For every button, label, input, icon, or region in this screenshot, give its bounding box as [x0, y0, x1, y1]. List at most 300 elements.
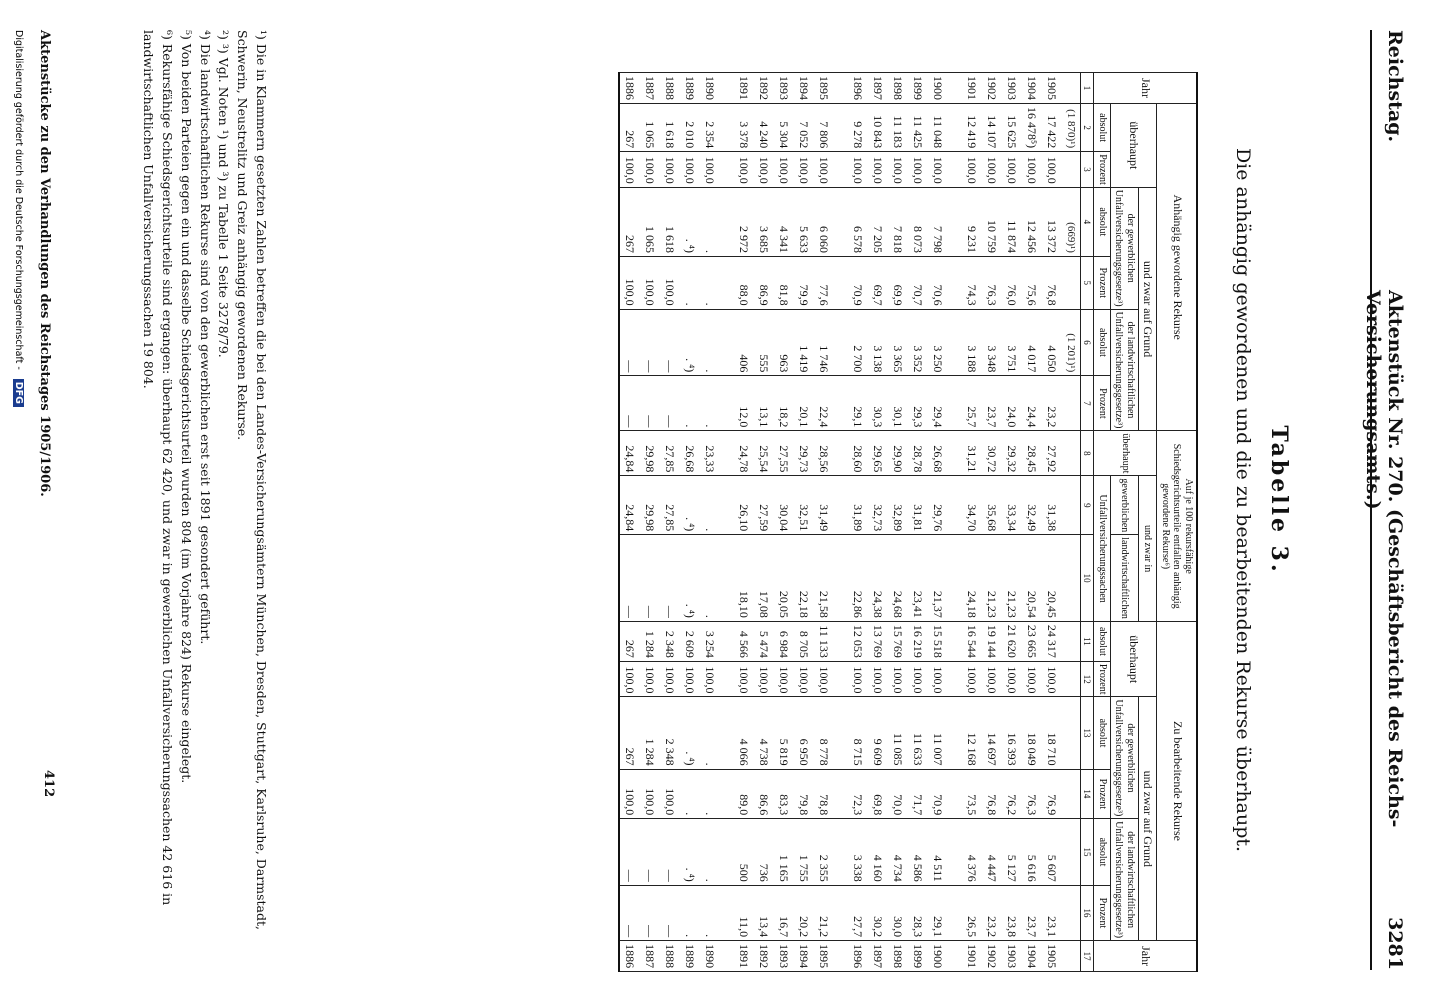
table-cell: 4 586: [908, 819, 928, 885]
empty-cell: [834, 73, 848, 104]
col-header-absolut: absolut: [1094, 187, 1111, 256]
table-cell: 100,0: [640, 769, 660, 819]
table-cell: 2 609: [680, 621, 700, 661]
table-cell: 11 048: [928, 104, 948, 152]
year-cell: 1898: [888, 73, 908, 104]
group-spacer: [720, 73, 734, 972]
table-cell: 70,9: [928, 769, 948, 819]
table-cell: 24,0: [1002, 376, 1022, 431]
table-cell: 31,89: [848, 476, 868, 535]
table-cell: .: [700, 476, 720, 535]
table-subtitle: Die anhängig gewordenen und die zu bearbeitenden Rekurse überhaupt.: [1232, 147, 1254, 853]
table-cell: 7 806: [814, 104, 834, 152]
table-row: [1022, 73, 1042, 972]
table-cell: 1 618: [660, 104, 680, 152]
table-cell: 24,18: [962, 535, 982, 622]
table-row: [774, 73, 794, 972]
table-row: [660, 73, 680, 972]
empty-cell: [834, 187, 848, 256]
col-header-absolut: absolut: [1094, 697, 1111, 769]
table-cell: 4 447: [982, 819, 1002, 885]
empty-cell: [720, 697, 734, 769]
table-cell: 406: [734, 309, 754, 376]
empty-cell: [720, 256, 734, 309]
table-cell: 25,54: [754, 431, 774, 476]
empty-cell: [948, 885, 962, 940]
table-row: [908, 73, 928, 972]
year-cell: 1896: [848, 941, 868, 972]
table-cell: 2 972: [734, 187, 754, 256]
year-cell: 1889: [680, 941, 700, 972]
table-cell: 31,38: [1042, 476, 1062, 535]
table-cell: 100,0: [680, 152, 700, 188]
table-cell: 100,0: [1022, 152, 1042, 188]
table-cell: 1 746: [814, 309, 834, 376]
table-cell: 3 378: [734, 104, 754, 152]
table-row: [928, 73, 948, 972]
table-cell: 100,0: [700, 661, 720, 697]
table-cell: 9 609: [868, 697, 888, 769]
table-cell: . ⁴): [680, 535, 700, 622]
table-cell: . ⁴): [680, 309, 700, 376]
table-cell: 26,68: [928, 431, 948, 476]
table-cell: 16 478⁵): [1022, 104, 1042, 152]
table-cell: 20,45: [1042, 535, 1062, 622]
table-cell: 3 250: [928, 309, 948, 376]
col-header-prozent: Prozent: [1094, 376, 1111, 431]
empty-cell: [948, 256, 962, 309]
table-cell: 500: [734, 819, 754, 885]
col-header-gew-zu: der gewerblichen Unfallversicherungsgesetze³): [1110, 697, 1138, 819]
table-cell: 18,10: [734, 535, 754, 622]
table-cell: 100,0: [619, 661, 640, 697]
table-cell: 1 165: [774, 819, 794, 885]
col-header-ueberhaupt-zu: überhaupt: [1110, 621, 1157, 697]
year-cell: 1890: [700, 73, 720, 104]
empty-cell: [948, 476, 962, 535]
footnote: ⁶) Rekursfähige Schiedsgerichtsurteile sind ergangen: überhaupt 62 420, und zwar in gewerblichen Unfallversicherungssachen 42 616 in landwirtschaftlichen Unfallversicherungssachen 19 804.: [141, 30, 176, 906]
col-header-prozent: Prozent: [1094, 769, 1111, 819]
table-cell: 76,9: [1042, 769, 1062, 819]
table-cell: 100,0: [848, 152, 868, 188]
year-cell: 1893: [774, 73, 794, 104]
table-cell: 267: [619, 187, 640, 256]
column-number: 6: [1080, 309, 1093, 376]
footnotes: [139, 30, 270, 950]
empty-cell: [720, 885, 734, 940]
table-cell: 1 284: [640, 621, 660, 661]
year-cell: 1896: [848, 73, 868, 104]
empty-cell: [1062, 152, 1081, 188]
column-number: 5: [1080, 256, 1093, 309]
table-cell: 29,76: [928, 476, 948, 535]
table-cell: —: [640, 885, 660, 940]
year-cell: 1886: [619, 941, 640, 972]
empty-cell: [948, 621, 962, 661]
table-cell: 100,0: [928, 152, 948, 188]
table-cell: 19 144: [982, 621, 1002, 661]
empty-cell: [720, 187, 734, 256]
year-cell: 1898: [888, 941, 908, 972]
col-header-jahr-left: Jahr: [1094, 73, 1197, 104]
empty-cell: [834, 309, 848, 376]
column-number: 11: [1080, 621, 1093, 661]
empty-cell: [1062, 73, 1081, 104]
empty-cell: [948, 309, 962, 376]
table-cell: 12 456: [1022, 187, 1042, 256]
year-cell: 1901: [962, 73, 982, 104]
year-cell: 1894: [794, 941, 814, 972]
table-row: [1002, 73, 1022, 972]
table-cell: 29,1: [928, 885, 948, 940]
table-cell: —: [619, 885, 640, 940]
table-cell: .: [700, 535, 720, 622]
table-cell: 28,3: [908, 885, 928, 940]
year-cell: 1901: [962, 941, 982, 972]
empty-cell: [948, 431, 962, 476]
empty-cell: [834, 819, 848, 885]
table-cell: 100,0: [908, 152, 928, 188]
table-row: [888, 73, 908, 972]
table-cell: 2 354: [700, 104, 720, 152]
table-cell: 76,2: [1002, 769, 1022, 819]
paren-cell: (1 870)¹): [1062, 104, 1081, 152]
table-cell: 100,0: [814, 152, 834, 188]
empty-cell: [720, 769, 734, 819]
column-number: 2: [1080, 104, 1093, 152]
table-cell: 7 205: [868, 187, 888, 256]
table-cell: 88,0: [734, 256, 754, 309]
table-cell: 100,0: [982, 661, 1002, 697]
year-cell: 1902: [982, 941, 1002, 972]
table-cell: 2 348: [660, 621, 680, 661]
year-cell: 1892: [754, 73, 774, 104]
table-cell: 24,84: [619, 476, 640, 535]
table-cell: 11 007: [928, 697, 948, 769]
year-cell: 1888: [660, 941, 680, 972]
table-cell: 15 625: [1002, 104, 1022, 152]
table-row: [1042, 73, 1062, 972]
col-header-anhaengig: Anhängig gewordene Rekurse: [1157, 104, 1197, 431]
col-header-unfallsachen: Unfallversicherungssachen: [1094, 476, 1111, 622]
table-cell: .: [700, 769, 720, 819]
table-cell: .: [680, 376, 700, 431]
table-row: [640, 73, 660, 972]
empty-cell: [1062, 376, 1081, 431]
table-cell: 12 053: [848, 621, 868, 661]
table-cell: 12 419: [962, 104, 982, 152]
empty-cell: [834, 376, 848, 431]
year-cell: 1899: [908, 73, 928, 104]
year-cell: 1890: [700, 941, 720, 972]
table-cell: 3 685: [754, 187, 774, 256]
empty-cell: [834, 941, 848, 972]
table-cell: 2 700: [848, 309, 868, 376]
table-cell: 26,68: [680, 431, 700, 476]
empty-cell: [948, 769, 962, 819]
table-cell: 8 778: [814, 697, 834, 769]
rekurse-table: [618, 72, 1198, 972]
table-cell: 4 160: [868, 819, 888, 885]
table-cell: 17 422: [1042, 104, 1062, 152]
table-cell: 23,2: [1042, 376, 1062, 431]
empty-cell: [720, 104, 734, 152]
table-cell: 23 665: [1022, 621, 1042, 661]
table-cell: 27,85: [660, 476, 680, 535]
empty-cell: [948, 73, 962, 104]
table-cell: —: [660, 376, 680, 431]
year-cell: 1903: [1002, 73, 1022, 104]
table-cell: 70,9: [848, 256, 868, 309]
table-cell: . ⁴): [680, 819, 700, 885]
empty-cell: [834, 697, 848, 769]
table-cell: 4 511: [928, 819, 948, 885]
table-cell: 2 355: [814, 819, 834, 885]
table-cell: 24,84: [619, 431, 640, 476]
table-cell: 6 950: [794, 697, 814, 769]
table-cell: 18 049: [1022, 697, 1042, 769]
table-cell: 100,0: [814, 661, 834, 697]
table-cell: 30,2: [868, 885, 888, 940]
table-row: [734, 73, 754, 972]
table-cell: .: [680, 769, 700, 819]
table-cell: 30,04: [774, 476, 794, 535]
table-cell: 100,0: [962, 661, 982, 697]
table-cell: 100,0: [660, 152, 680, 188]
table-cell: 5 616: [1022, 819, 1042, 885]
table-cell: 13,1: [754, 376, 774, 431]
table-cell: 11 133: [814, 621, 834, 661]
table-cell: . ⁴): [680, 187, 700, 256]
empty-cell: [834, 431, 848, 476]
table-cell: 17,08: [754, 535, 774, 622]
table-cell: 18 710: [1042, 697, 1062, 769]
table-cell: 86,6: [754, 769, 774, 819]
col-header-absolut: absolut: [1094, 104, 1111, 152]
table-cell: 31,81: [908, 476, 928, 535]
year-cell: 1897: [868, 941, 888, 972]
year-cell: 1892: [754, 941, 774, 972]
footnote: ⁴) Die landwirtschaftlichen Rekurse sind von den gewerblichen erst seit 1891 gesondert geführt.: [197, 30, 213, 645]
table-cell: 83,3: [774, 769, 794, 819]
col-header-ueberhaupt-anh: überhaupt: [1110, 104, 1157, 188]
empty-cell: [834, 476, 848, 535]
table-cell: 20,1: [794, 376, 814, 431]
table-cell: 3 751: [1002, 309, 1022, 376]
table-cell: .: [700, 256, 720, 309]
empty-cell: [834, 885, 848, 940]
table-cell: 28,56: [814, 431, 834, 476]
table-cell: 21,2: [814, 885, 834, 940]
table-cell: 22,86: [848, 535, 868, 622]
paren-cell: (1 201)¹): [1062, 309, 1081, 376]
table-cell: .: [680, 885, 700, 940]
year-cell: 1903: [1002, 941, 1022, 972]
table-cell: 76,8: [1042, 256, 1062, 309]
table-cell: 23,7: [982, 376, 1002, 431]
table-cell: 4 376: [962, 819, 982, 885]
table-cell: 736: [754, 819, 774, 885]
table-cell: 8 073: [908, 187, 928, 256]
table-cell: —: [640, 819, 660, 885]
table-cell: 12 168: [962, 697, 982, 769]
table-cell: 10 843: [868, 104, 888, 152]
table-cell: 13 372: [1042, 187, 1062, 256]
empty-cell: [948, 104, 962, 152]
table-cell: 100,0: [619, 152, 640, 188]
table-cell: 963: [774, 309, 794, 376]
empty-cell: [720, 535, 734, 622]
col-header-lw-zu: der landwirtschaftlichen Unfallversicherungsgesetze³): [1110, 819, 1138, 941]
table-cell: 267: [619, 104, 640, 152]
table-cell: 7 052: [794, 104, 814, 152]
table-cell: 4 066: [734, 697, 754, 769]
col-header-lw-anh: der landwirtschaftlichen Unfallversicherungsgesetze³): [1110, 309, 1138, 431]
table-cell: . ⁴): [680, 697, 700, 769]
table-cell: 100,0: [734, 661, 754, 697]
table-cell: 100,0: [794, 661, 814, 697]
empty-cell: [1062, 431, 1081, 476]
table-cell: 100,0: [700, 152, 720, 188]
table-cell: 11 425: [908, 104, 928, 152]
table-cell: 29,32: [1002, 431, 1022, 476]
table-cell: 31,49: [814, 476, 834, 535]
empty-cell: [948, 819, 962, 885]
table-cell: 100,0: [754, 152, 774, 188]
table-cell: 11 085: [888, 697, 908, 769]
year-cell: 1905: [1042, 941, 1062, 972]
table-cell: 100,0: [660, 256, 680, 309]
table-cell: 23,33: [700, 431, 720, 476]
table-row: [619, 73, 640, 972]
column-number: 10: [1080, 535, 1093, 622]
table-cell: 11 874: [1002, 187, 1022, 256]
table-cell: 12,0: [734, 376, 754, 431]
table-cell: 2 348: [660, 697, 680, 769]
table-cell: 35,68: [982, 476, 1002, 535]
column-number-row: [1080, 73, 1093, 972]
table-cell: 22,4: [814, 376, 834, 431]
table-cell: 5 304: [774, 104, 794, 152]
table-cell: 13 769: [868, 621, 888, 661]
table-row: [754, 73, 774, 972]
table-cell: 29,90: [888, 431, 908, 476]
empty-cell: [1062, 621, 1081, 661]
empty-cell: [1062, 535, 1081, 622]
year-cell: 1905: [1042, 73, 1062, 104]
table-cell: 100,0: [754, 661, 774, 697]
empty-cell: [1062, 256, 1081, 309]
table-cell: 4 566: [734, 621, 754, 661]
table-cell: 5 474: [754, 621, 774, 661]
dfg-note: [13, 30, 24, 407]
col-header-absolut: absolut: [1094, 621, 1111, 661]
empty-cell: [720, 309, 734, 376]
year-cell: 1888: [660, 73, 680, 104]
table-cell: 100,0: [962, 152, 982, 188]
empty-cell: [1062, 941, 1081, 972]
table-cell: .: [680, 256, 700, 309]
table-row: [982, 73, 1002, 972]
year-cell: 1891: [734, 73, 754, 104]
table-cell: 100,0: [619, 256, 640, 309]
table-cell: 3 348: [982, 309, 1002, 376]
col-header-prozent: Prozent: [1094, 661, 1111, 697]
table-cell: 29,1: [848, 376, 868, 431]
table-cell: 16,7: [774, 885, 794, 940]
table-cell: 20,05: [774, 535, 794, 622]
table-cell: 3 138: [868, 309, 888, 376]
table-cell: 27,59: [754, 476, 774, 535]
table-cell: 100,0: [640, 256, 660, 309]
year-cell: 1900: [928, 941, 948, 972]
table-cell: —: [619, 819, 640, 885]
table-cell: 100,0: [848, 661, 868, 697]
year-cell: 1904: [1022, 73, 1042, 104]
table-cell: 1 284: [640, 697, 660, 769]
table-cell: 100,0: [794, 152, 814, 188]
table-cell: 78,8: [814, 769, 834, 819]
table-cell: 89,0: [734, 769, 754, 819]
table-cell: 4 341: [774, 187, 794, 256]
table-cell: 32,51: [794, 476, 814, 535]
table-cell: 100,0: [868, 152, 888, 188]
empty-cell: [948, 697, 962, 769]
table-cell: 5 607: [1042, 819, 1062, 885]
table-cell: 21 620: [1002, 621, 1022, 661]
table-cell: 2 010: [680, 104, 700, 152]
table-cell: 5 819: [774, 697, 794, 769]
footnote: ⁵) Von beiden Parteien gegen ein und dasselbe Schiedsgerichtsurteil wurden 804 (im Vorjahre 824) Rekurse eingelegt.: [179, 30, 194, 784]
table-cell: 29,73: [794, 431, 814, 476]
table-cell: 29,4: [928, 376, 948, 431]
table-row: [700, 73, 720, 972]
table-cell: .: [700, 309, 720, 376]
col-header-grund-anh: und zwar auf Grund: [1138, 187, 1157, 431]
table-cell: 100,0: [774, 661, 794, 697]
table-cell: —: [660, 885, 680, 940]
column-number: 3: [1080, 152, 1093, 188]
table-cell: 24,78: [734, 431, 754, 476]
table-cell: 100,0: [982, 152, 1002, 188]
table-cell: 4 738: [754, 697, 774, 769]
column-number: 15: [1080, 819, 1093, 885]
table-cell: 26,5: [962, 885, 982, 940]
table-cell: 22,18: [794, 535, 814, 622]
table-cell: 100,0: [774, 152, 794, 188]
table-cell: —: [660, 309, 680, 376]
column-number: 14: [1080, 769, 1093, 819]
table-cell: 11 183: [888, 104, 908, 152]
table-cell: 24,68: [888, 535, 908, 622]
table-cell: —: [619, 376, 640, 431]
table-cell: 16 219: [908, 621, 928, 661]
column-number: 9: [1080, 476, 1093, 535]
year-cell: 1886: [619, 73, 640, 104]
table-cell: 1 755: [794, 819, 814, 885]
empty-cell: [1062, 819, 1081, 885]
col-header-grund-zu: und zwar auf Grund: [1138, 697, 1157, 941]
table-row: [794, 73, 814, 972]
table-cell: 100,0: [1002, 661, 1022, 697]
table-cell: 69,7: [868, 256, 888, 309]
table-cell: 100,0: [908, 661, 928, 697]
table-cell: 4 240: [754, 104, 774, 152]
table-cell: 7 798: [928, 187, 948, 256]
table-cell: 30,3: [868, 376, 888, 431]
table-cell: 72,3: [848, 769, 868, 819]
year-cell: 1899: [908, 941, 928, 972]
